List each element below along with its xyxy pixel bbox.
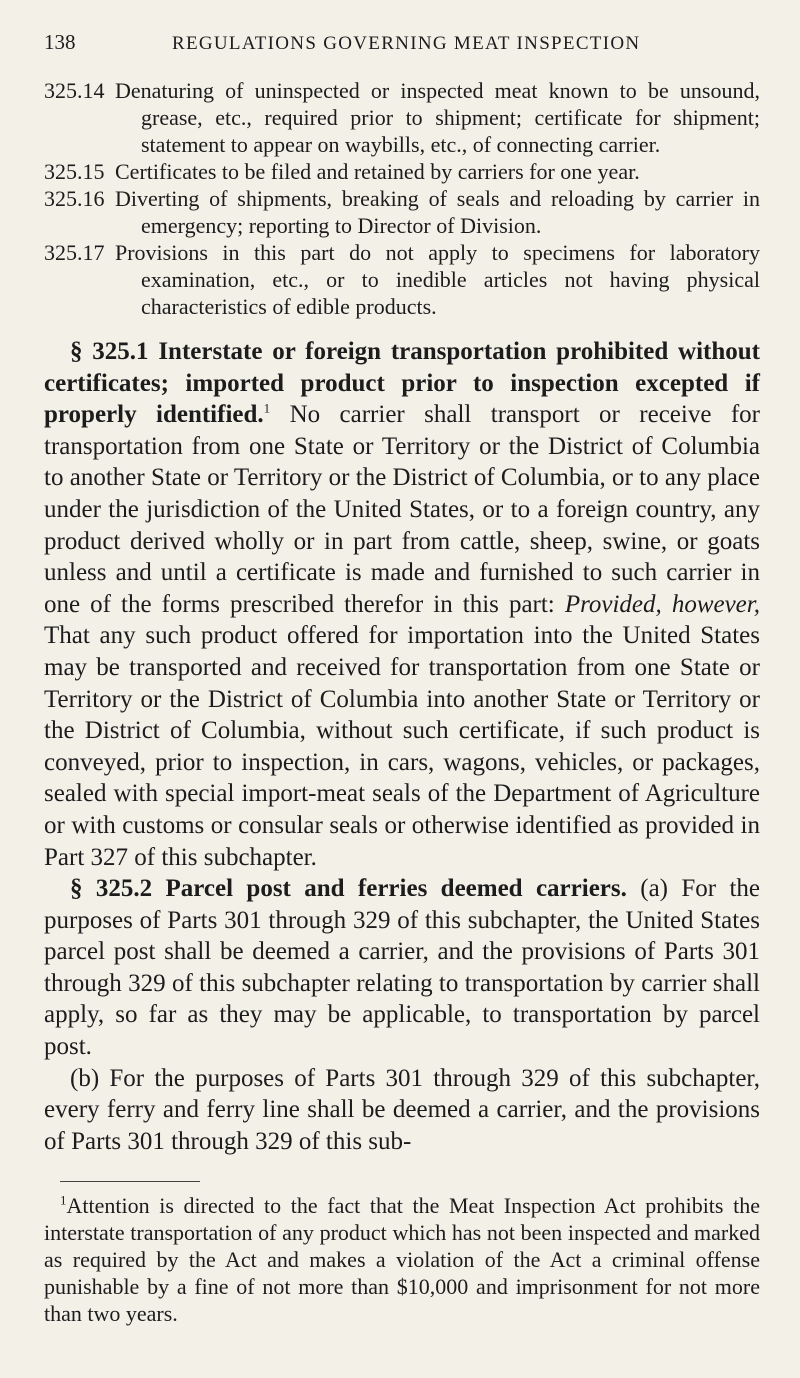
section-title: Diverting of shipments, breaking of seals and reloading by carrier in emergency; reporting to Director of Division.	[115, 186, 760, 238]
section-heading: § 325.2 Parcel post and ferries deemed carriers.	[70, 875, 627, 903]
section-title: Provisions in this part do not apply to specimens for laboratory examination, etc., or to inedible articles not having physical characteristics of edible products.	[115, 240, 760, 319]
contents-row	[44, 185, 760, 239]
contents-row	[44, 158, 760, 185]
proviso-italic: Provided, however,	[564, 590, 760, 618]
footnote-marker: 1	[60, 1193, 67, 1209]
footnote	[44, 1192, 760, 1327]
paragraph-a: (a) For the purposes of Parts 301 through 329 of this subchapter, the United States parcel post shall be deemed a carrier, and the provisions of Parts 301 through 329 of this subchapter relating to transportation by carrier shall apply, so far as they may be applicable, to transportation by parcel post.	[44, 875, 760, 1061]
section-number: 325.15	[44, 159, 105, 184]
footnote-rule	[60, 1181, 200, 1182]
footnote-ref: 1	[263, 400, 271, 416]
section-contents-list	[44, 77, 760, 320]
contents-row	[44, 77, 760, 158]
running-header	[44, 30, 760, 55]
section-title: Certificates to be filed and retained by carriers for one year.	[115, 159, 640, 184]
page-number: 138	[44, 30, 76, 54]
section-heading: § 325.1 Interstate or foreign transportation prohibited without certificates; imported product prior to inspection excepted if properly identified.	[44, 338, 760, 429]
footnote-text: Attention is directed to the fact that the Meat Inspection Act prohibits the interstate transportation of any product which has not been inspected and marked as required by the Act and makes a violation of the Act a criminal offense punishable by a fine of not more than $10,000 and imprisonment for not more than two years.	[44, 1193, 760, 1327]
contents-row	[44, 239, 760, 320]
section-body: No carrier shall transport or receive for transportation from one State or Territory or the District of Columbia to another State or Territory or the District of Columbia, or to any place under the jurisdiction of the United States, or to a foreign country, any product derived wholly or in part from cattle, sheep, swine, or goats unless and until a certificate is made and furnished to such carrier in one of the forms prescribed therefor in this part:	[44, 401, 761, 618]
running-title: REGULATIONS GOVERNING MEAT INSPECTION	[172, 33, 641, 54]
section-number: 325.14	[44, 78, 105, 103]
section-number: 325.16	[44, 186, 105, 211]
section-325-1	[44, 336, 760, 873]
section-title: Denaturing of uninspected or inspected meat known to be unsound, grease, etc., required prior to shipment; certificate for shipment; statement to appear on waybills, etc., of connecting carrier.	[115, 78, 760, 157]
section-325-2	[44, 873, 760, 1063]
section-body-continued: That any such product offered for importation into the United States may be transported and received for transportation from one State or Territory or the District of Columbia into another State or Territory or the District of Columbia, without such certificate, if such product is conveyed, prior to inspection, in cars, wagons, vehicles, or packages, sealed with special import-meat seals of the Department of Agriculture or with customs or consular seals or otherwise identified as provided in Part 327 of this subchapter.	[44, 622, 760, 871]
section-number: 325.17	[44, 240, 105, 265]
paragraph-b: (b) For the purposes of Parts 301 through 329 of this subchapter, every ferry and ferry line shall be deemed a carrier, and the provisions of Parts 301 through 329 of this sub-	[44, 1064, 760, 1155]
